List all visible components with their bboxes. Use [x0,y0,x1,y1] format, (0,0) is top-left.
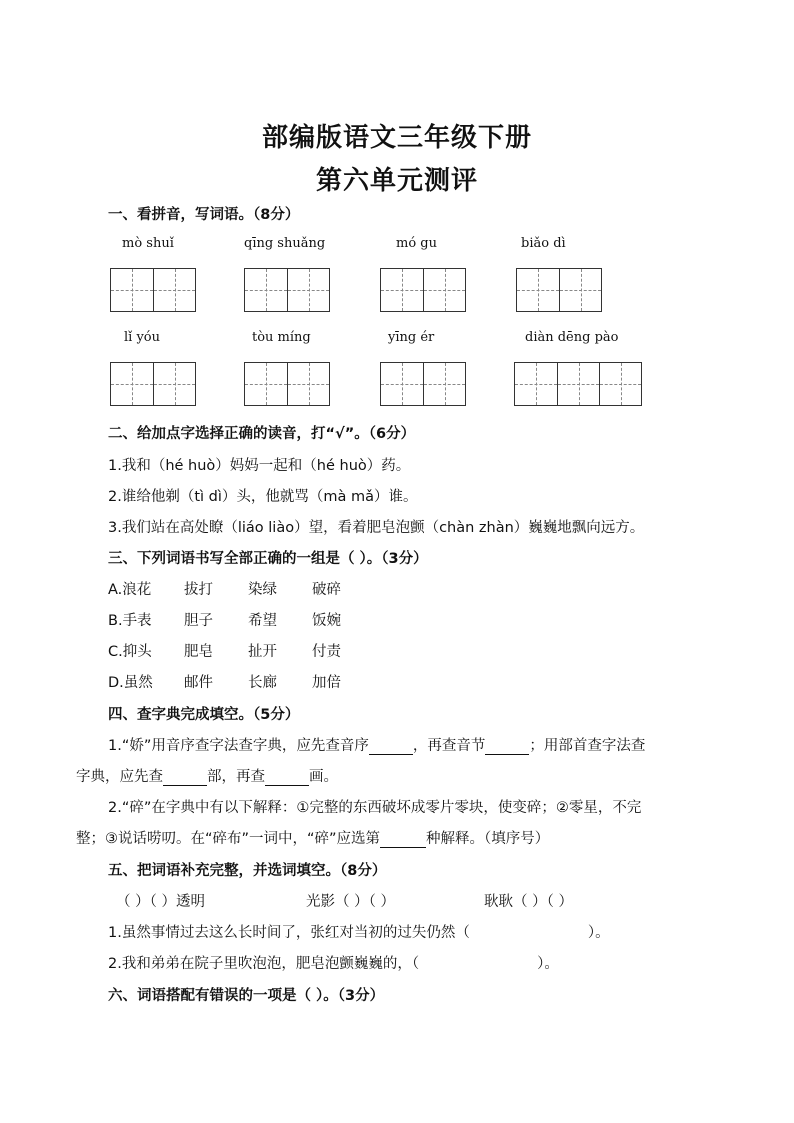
question-text: 1.“娇”用音序查字法查字典，应先查音序 ，再查音节 ；用部首查字法查 [108,738,646,754]
section-6-heading: 六、词语搭配有错误的一项是（ ）。（3分） [108,988,385,1004]
writing-grid[interactable] [110,362,196,406]
section-2-heading: 二、给加点字选择正确的读音，打“√”。（6分） [108,426,416,442]
section-1-heading: 一、看拼音，写词语。（8分） [108,207,300,223]
question-text: 2.“碎”在字典中有以下解释：①完整的东西破坏成零片零块，使变碎；②零星，不完 [108,800,642,816]
option-row: B.手表 胆子 希望 饭婉 [108,613,341,629]
option-label: B. [108,613,123,629]
question-text: 1.我和（hé huò）妈妈一起和（hé huò）药。 [108,458,411,474]
pinyin-label: biǎo dì [521,236,566,251]
question-text: 2.谁给他剃（tì dì）头，他就骂（mà mǎ）谁。 [108,489,418,505]
answer-blank[interactable] [380,832,426,848]
answer-blank[interactable] [163,770,207,786]
writing-grid[interactable] [380,268,466,312]
answer-blank[interactable] [369,739,413,755]
answer-blank[interactable] [485,739,529,755]
option-row: A.浪花 拔打 染绿 破碎 [108,582,341,598]
question-text: 1.虽然事情过去这么长时间了，张红对当初的过失仍然（ ）。 [108,925,610,941]
option-row: C.抑头 肥皂 扯开 付责 [108,644,341,660]
page-title: 部编版语文三年级下册 [261,123,532,153]
fill-in-word[interactable]: （ ）（ ）透明 [116,894,205,910]
fill-in-word[interactable]: 光影（ ）（ ） [306,894,395,910]
option-label: D. [108,675,124,691]
section-5-heading: 五、把词语补充完整，并选词填空。（8分） [108,863,387,879]
question-text: 整；③说话唠叨。在“碎布”一词中，“碎”应选第 种解释。（填序号） [76,831,550,847]
pinyin-label: yīng ér [388,330,435,345]
writing-grid[interactable] [380,362,466,406]
writing-grid[interactable] [110,268,196,312]
writing-grid[interactable] [514,362,642,406]
pinyin-label: lǐ yóu [124,330,160,345]
writing-grid[interactable] [516,268,602,312]
pinyin-label: qīng shuǎng [244,236,326,251]
page-subtitle: 第六单元测评 [315,166,478,196]
pinyin-label: mò shuǐ [122,236,174,251]
fill-in-word[interactable]: 耿耿（ ）（ ） [484,894,573,910]
section-4-heading: 四、查字典完成填空。（5分） [108,707,300,723]
writing-grid[interactable] [244,268,330,312]
option-label: C. [108,644,123,660]
question-text: 字典，应先查 部，再查 画。 [76,769,338,785]
writing-grid[interactable] [244,362,330,406]
question-text: 2.我和弟弟在院子里吹泡泡，肥皂泡颤巍巍的，（ ）。 [108,956,559,972]
answer-blank[interactable] [265,770,309,786]
pinyin-label: tòu míng [252,330,311,345]
pinyin-label: diàn dēng pào [525,330,619,345]
question-text: 3.我们站在高处瞭（liáo liào）望，看着肥皂泡颤（chàn zhàn）巍巍地飘向远方。 [108,520,645,536]
option-label: A. [108,582,123,598]
pinyin-label: mó gu [396,236,437,251]
section-3-heading: 三、下列词语书写全部正确的一组是（ ）。（3分） [108,551,428,567]
option-row: D.虽然 邮件 长廊 加倍 [108,675,341,691]
